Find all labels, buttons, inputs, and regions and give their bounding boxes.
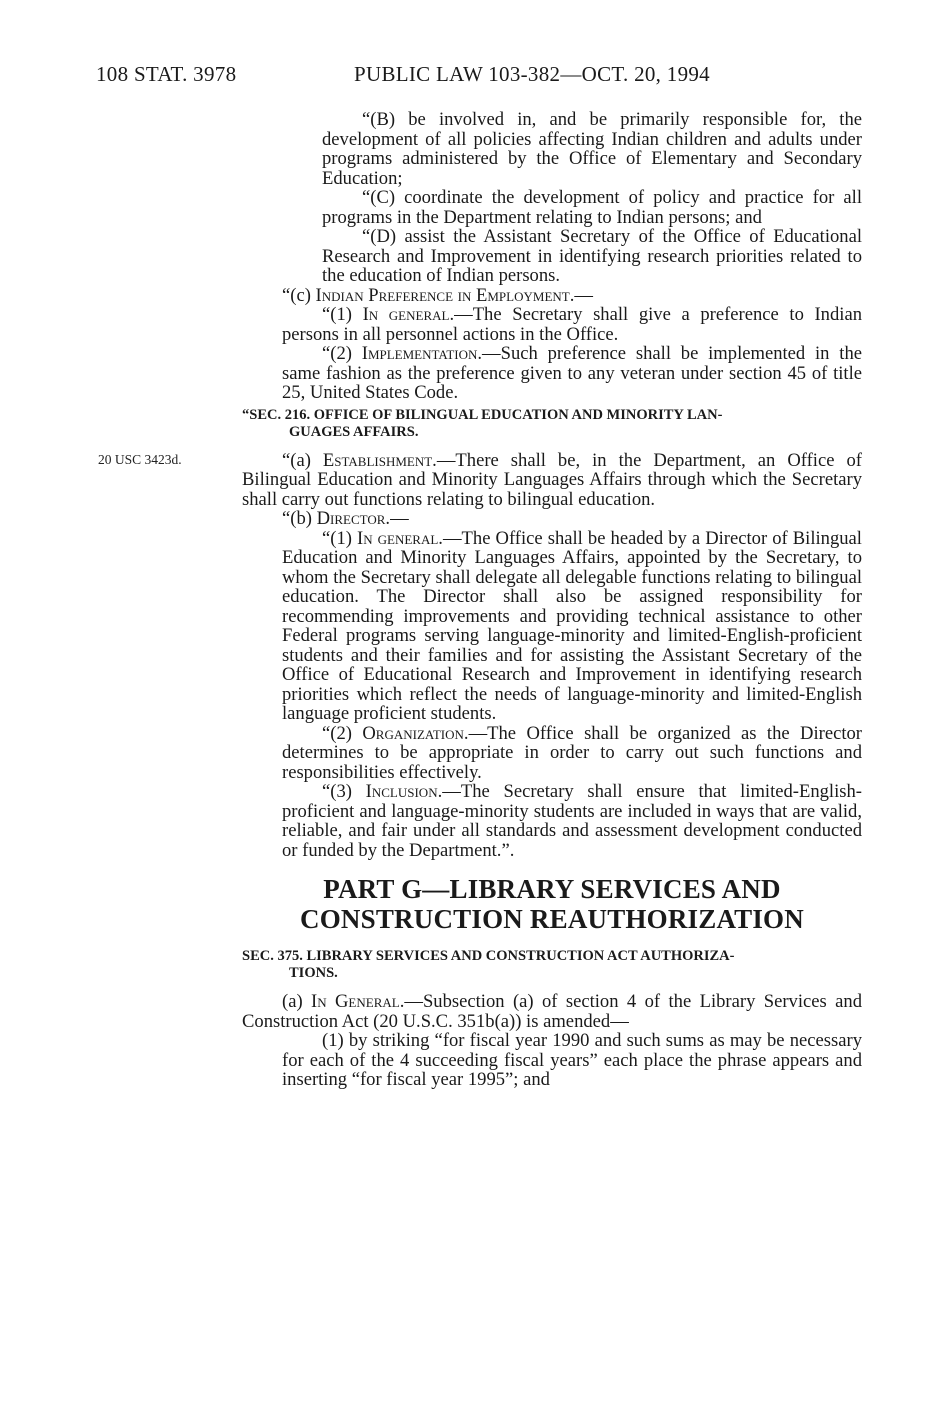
section-216-heading-line1: “SEC. 216. OFFICE OF BILINGUAL EDUCATION AND MINORITY LAN-	[242, 406, 723, 423]
paragraph-c2-heading: Implementation.	[361, 343, 483, 364]
public-law-title: PUBLIC LAW 103-382—OCT. 20, 1994	[354, 62, 710, 86]
paragraph-c1-label: “(1)	[322, 304, 363, 325]
subsection-a-text: —There shall be, in the Department, an Office of Bilingual Education and Minority Languages Affairs through which the Secretary shall carry out functions relating to bilingual education.	[242, 449, 862, 510]
paragraph-c1	[282, 305, 862, 344]
paragraph-c2-text: —Such preference shall be implemented in the same fashion as the preference given to any veteran under section 45 of title 25, United States Code.	[282, 343, 862, 403]
paragraph-b2	[282, 724, 862, 783]
paragraph-b3-text: —The Secretary shall ensure that limited-English-proficient and language-minority students are included in ways that are valid, reliable, and fair under all standards and assessment development conducted or funded by the Department.”.	[282, 781, 862, 861]
paragraph-b3-label: “(3)	[322, 781, 366, 802]
statute-citation: 108 STAT. 3978	[96, 62, 237, 86]
paragraph-g1-text: (1) by striking “for fiscal year 1990 and such sums as may be necessary for each of the 4 succeeding fiscal years” each place the phrase appears and inserting “for fiscal year 1995”; and	[282, 1030, 862, 1090]
section-375-heading-line1: SEC. 375. LIBRARY SERVICES AND CONSTRUCTION ACT AUTHORIZA-	[242, 948, 735, 964]
paragraph-b1-heading: In general.	[357, 527, 443, 549]
paragraph-b3	[282, 782, 862, 860]
paragraph-b	[322, 110, 862, 188]
section-216-heading	[242, 407, 862, 441]
subsection-ga-text: —Subsection (a) of section 4 of the Library Services and Construction Act (20 U.S.C. 351b(a)) is amended—	[242, 991, 862, 1032]
subsection-a-label: “(a)	[282, 449, 323, 471]
subsection-ga	[242, 992, 862, 1031]
paragraph-b2-heading: Organization.	[362, 722, 469, 744]
paragraph-b-text: “(B) be involved in, and be primarily responsible for, the development of all policies affecting Indian children and adults under programs administered by the Office of Elementary and Secondary Education;	[322, 109, 862, 189]
subsection-b-dash: —	[390, 508, 409, 529]
paragraph-c-text: “(C) coordinate the development of policy and practice for all programs in the Department relating to Indian persons; and	[322, 187, 862, 228]
section-375-heading-line2: TIONS.	[289, 965, 338, 981]
margin-note-usc: 20 USC 3423d.	[98, 452, 182, 467]
paragraph-c2	[282, 344, 862, 403]
part-g-title-line1: PART G—LIBRARY SERVICES AND	[323, 874, 781, 904]
part-g-title	[242, 874, 862, 934]
paragraph-g1	[282, 1031, 862, 1090]
body-text	[242, 110, 862, 1090]
section-216-heading-line2: GUAGES AFFAIRS.	[289, 423, 419, 440]
page-header	[96, 62, 854, 92]
subsection-b-heading	[242, 509, 862, 529]
subsection-c-title: Indian Preference in Employment.	[315, 284, 575, 306]
paragraph-b1	[282, 529, 862, 724]
subsection-c-label: “(c)	[282, 284, 316, 306]
paragraph-b1-text: —The Office shall be headed by a Director of Bilingual Education and Minority Languages Affairs, appointed by the Secretary, to whom the Secretary shall delegate all delegable functions relating to bilingual education. The Director shall also be assigned responsibility for recommending improvements and providing technical assistance to other Federal programs serving language-minority and limited-English-proficient students and their families and for assisting the Assistant Secretary of the Office of Educational Research and Improvement in identifying research priorities which reflect the needs of language-minority and limited-English language proficient students.	[282, 527, 862, 724]
subsection-b-title: Director.	[316, 508, 391, 529]
paragraph-c1-text: —The Secretary shall give a preference to Indian persons in all personnel actions in the Office.	[282, 304, 862, 345]
subsection-ga-heading: In General.	[311, 991, 405, 1012]
paragraph-c	[322, 188, 862, 227]
paragraph-d-text: “(D) assist the Assistant Secretary of the Office of Educational Research and Improvement in identifying research priorities related to the education of Indian persons.	[322, 226, 862, 286]
section-375-heading	[242, 948, 862, 982]
subsection-c-dash: —	[574, 284, 593, 306]
paragraph-c1-heading: In general.	[362, 304, 455, 325]
subsection-b-label: “(b)	[282, 508, 317, 529]
subsection-c-heading	[242, 286, 862, 306]
subsection-a-heading: Establishment.	[322, 449, 437, 471]
paragraph-b3-heading: Inclusion.	[365, 781, 443, 802]
part-g-title-line2: CONSTRUCTION REAUTHORIZATION	[300, 904, 804, 934]
subsection-a	[242, 451, 862, 510]
paragraph-c2-label: “(2)	[322, 343, 362, 364]
subsection-ga-label: (a)	[282, 991, 312, 1012]
paragraph-b1-label: “(1)	[322, 527, 357, 549]
paragraph-b2-text: —The Office shall be organized as the Director determines to be appropriate in order to carry out such functions and responsibilities effectively.	[282, 722, 862, 783]
paragraph-d	[322, 227, 862, 286]
paragraph-b2-label: “(2)	[322, 722, 363, 744]
